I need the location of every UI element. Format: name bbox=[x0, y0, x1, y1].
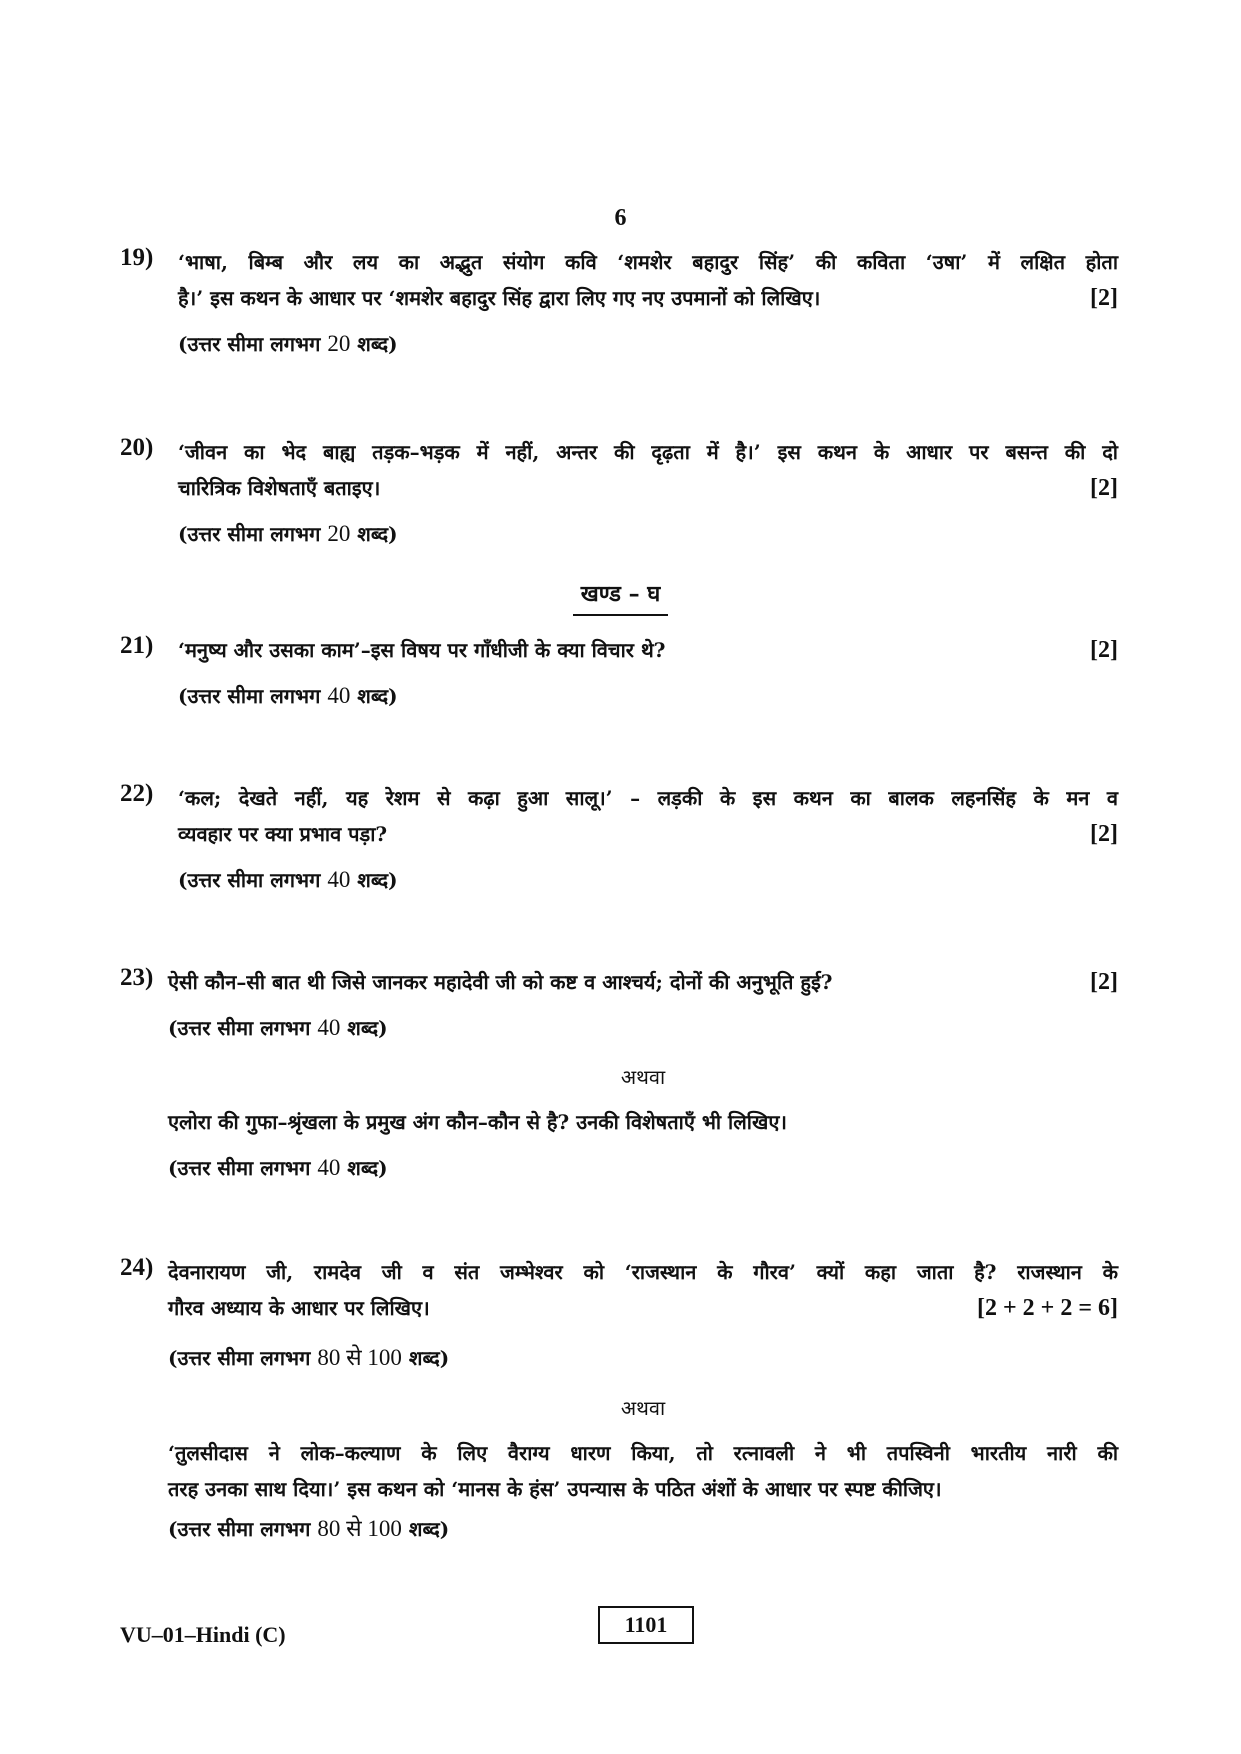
question-text-line: व्यवहार पर क्या प्रभाव पड़ा? bbox=[178, 822, 388, 846]
question-text-line: ‘कल; देखते नहीं, यह रेशम से कढ़ा हुआ सालू।’ – लड़की के इस कथन का बालक लहनसिंह के मन व bbox=[178, 786, 1118, 810]
question-text-line: ‘जीवन का भेद बाह्य तड़क–भड़क में नहीं, अन्तर की दृढ़ता में है।’ इस कथन के आधार पर बसन्त की दो bbox=[178, 440, 1118, 464]
question-number: 20) bbox=[120, 434, 154, 461]
marks-label: [2] bbox=[1090, 475, 1118, 501]
marks-label: [2] bbox=[1090, 285, 1118, 311]
question-24 bbox=[120, 1254, 1120, 1543]
paper-code: VU–01–Hindi (C) bbox=[120, 1622, 286, 1647]
question-text-line: देवनारायण जी, रामदेव जी व संत जम्भेश्वर को ‘राजस्थान के गौरव’ क्यों कहा जाता है? राजस्थान के bbox=[168, 1260, 1118, 1284]
marks-label: [2] bbox=[1090, 821, 1118, 847]
question-20 bbox=[120, 434, 1120, 547]
question-number: 22) bbox=[120, 780, 154, 807]
question-text-line: ऐसी कौन–सी बात थी जिसे जानकर महादेवी जी को कष्ट व आश्चर्य; दोनों की अनुभूति हुई? bbox=[168, 970, 833, 994]
question-text-line: है।’ इस कथन के आधार पर ‘शमशेर बहादुर सिंह द्वारा लिए गए नए उपमानों को लिखिए। bbox=[178, 286, 821, 310]
alternate-question-text: तरह उनका साथ दिया।’ इस कथन को ‘मानस के हंस’ उपन्यास के पठित अंशों के आधार पर स्पष्ट कीजिए। bbox=[168, 1477, 942, 1501]
question-23 bbox=[120, 964, 1120, 1181]
question-22 bbox=[120, 780, 1120, 893]
question-text-line: चारित्रिक विशेषताएँ बताइए। bbox=[178, 476, 381, 500]
question-number: 21) bbox=[120, 632, 154, 659]
answer-limit: (उत्तर सीमा लगभग 20 शब्द) bbox=[178, 521, 398, 546]
answer-limit: (उत्तर सीमा लगभग 20 शब्द) bbox=[178, 331, 398, 356]
question-21 bbox=[120, 632, 1120, 709]
question-text-line: ‘मनुष्य और उसका काम’–इस विषय पर गाँधीजी के क्या विचार थे? bbox=[178, 638, 666, 662]
answer-limit: (उत्तर सीमा लगभग 40 शब्द) bbox=[168, 1015, 388, 1040]
marks-label: [2] bbox=[1090, 637, 1118, 663]
marks-label: [2 + 2 + 2 = 6] bbox=[976, 1295, 1118, 1321]
answer-limit: (उत्तर सीमा लगभग 40 शब्द) bbox=[178, 683, 398, 708]
answer-limit: (उत्तर सीमा लगभग 80 से 100 शब्द) bbox=[168, 1516, 450, 1541]
question-number: 23) bbox=[120, 964, 154, 991]
or-label: अथवा bbox=[620, 1065, 666, 1089]
marks-label: [2] bbox=[1090, 969, 1118, 995]
answer-limit: (उत्तर सीमा लगभग 40 शब्द) bbox=[168, 1155, 388, 1180]
or-label: अथवा bbox=[620, 1396, 666, 1420]
question-text-line: गौरव अध्याय के आधार पर लिखिए। bbox=[168, 1296, 430, 1320]
answer-limit: (उत्तर सीमा लगभग 40 शब्द) bbox=[178, 867, 398, 892]
page-number: 6 bbox=[614, 205, 627, 231]
question-19 bbox=[120, 244, 1120, 357]
alternate-question-text: ‘तुलसीदास ने लोक–कल्याण के लिए वैराग्य धारण किया, तो रत्नावली ने भी तपस्विनी भारतीय नारी की bbox=[168, 1441, 1118, 1465]
question-text-line: ‘भाषा, बिम्ब और लय का अद्भुत संयोग कवि ‘शमशेर बहादुर सिंह’ की कविता ‘उषा’ में लक्षित होता bbox=[178, 250, 1118, 274]
question-number: 19) bbox=[120, 244, 154, 271]
answer-limit: (उत्तर सीमा लगभग 80 से 100 शब्द) bbox=[168, 1345, 450, 1370]
question-number: 24) bbox=[120, 1254, 154, 1281]
page-code-box: 1101 bbox=[598, 1606, 694, 1644]
section-heading: खण्ड – घ bbox=[0, 578, 1241, 616]
alternate-question-text: एलोरा की गुफा–श्रृंखला के प्रमुख अंग कौन–कौन से है? उनकी विशेषताएँ भी लिखिए। bbox=[168, 1110, 787, 1134]
